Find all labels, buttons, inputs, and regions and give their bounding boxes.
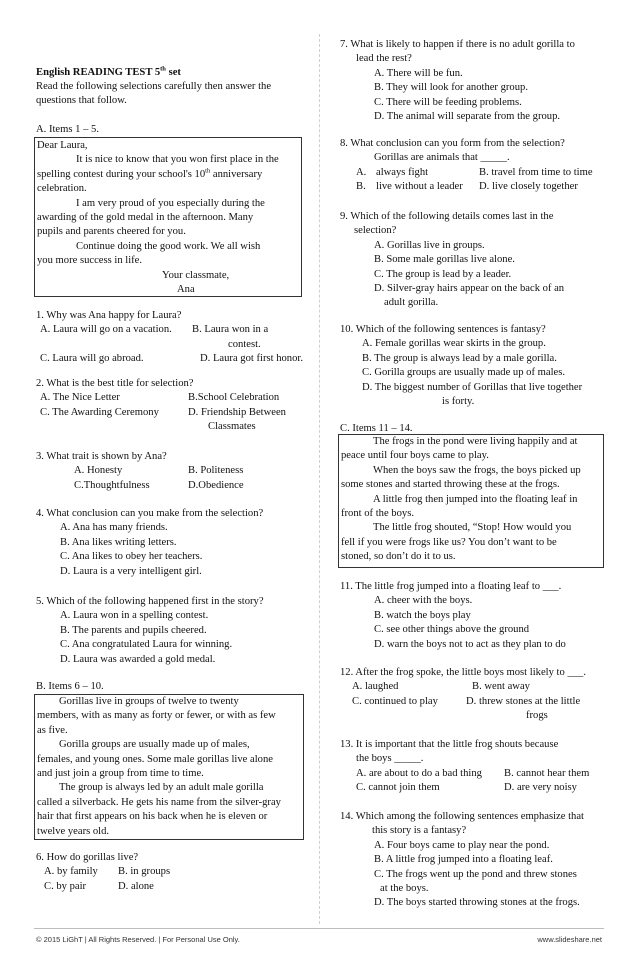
option-b[interactable]: B. A little frog jumped into a floating leaf. xyxy=(374,854,553,866)
footer-divider xyxy=(34,928,604,929)
question-14: 14. Which among the following sentences emphasize that this story is a fantasy? A. Four boys came to play near the pond. B. A little frog jumped into a floating leaf. C. The frogs went up the pond and threw stones at the boys. D. The boys started throwing stones at the frogs. xyxy=(340,810,612,911)
option-a[interactable]: A. cheer with the boys. xyxy=(374,595,473,607)
question-5: 5. Which of the following happened first in the story? A. Laura won in a spelling contest. B. The parents and pupils cheered. C. Ana congratulated Laura for winning. D. Laura was awarded a gold medal. xyxy=(36,595,306,667)
option-c[interactable]: C. see other things above the ground xyxy=(374,624,530,636)
option-d[interactable]: D. The animal will separate from the group. xyxy=(374,111,561,123)
option-c[interactable]: C. continued to play xyxy=(352,695,438,707)
option-c[interactable]: C.Thoughtfulness xyxy=(74,479,150,491)
question-7: 7. What is likely to happen if there is no adult gorilla to lead the rest? A. There will be fun. B. They will look for another group. C. There will be feeding problems. D. The animal will separate from the group. xyxy=(340,38,610,124)
option-a[interactable]: A. Laura won in a spelling contest. xyxy=(60,610,209,622)
question-10: 10. Which of the following sentences is fantasy? A. Female gorillas wear skirts in the group. B. The group is always lead by a male gorilla. C. Gorilla groups are usually made up of males. D. The biggest number of Gorillas that live together is forty. xyxy=(340,323,612,409)
option-d[interactable]: D. Silver-gray hairs appear on the back of an xyxy=(374,283,565,295)
question-1: 1. Why was Ana happy for Laura? A. Laura will go on a vacation. B. Laura won in a contest. C. Laura will go abroad. D. Laura got first honor. xyxy=(36,309,306,367)
question-4: 4. What conclusion can you make from the selection? A. Ana has many friends. B. Ana likes writing letters. C. Ana likes to obey her teachers. D. Laura is a very intelligent girl. xyxy=(36,507,306,579)
option-c[interactable]: C. Gorilla groups are usually made up of males. xyxy=(362,367,565,379)
question-6: 6. How do gorillas live? A. by family B. in groups C. by pair D. alone xyxy=(36,851,306,894)
option-b[interactable]: B. went away xyxy=(472,681,530,693)
question-13: 13. It is important that the little frog shouts because the boys _____. A. are about to do a bad thing B. cannot hear them C. cannot join them D. are very noisy xyxy=(340,738,612,796)
section-b-label: B. Items 6 – 10. xyxy=(36,681,104,692)
option-c[interactable]: C. The frogs went up the pond and threw stones xyxy=(374,868,577,880)
option-c[interactable]: C. Ana congratulated Laura for winning. xyxy=(60,639,233,651)
question-11: 11. The little frog jumped into a floating leaf to ___. A. cheer with the boys. B. watch the boys play C. see other things above the ground D. warn the boys not to act as they plan to do xyxy=(340,580,612,652)
option-a-b: A. always fight B. travel from time to time xyxy=(340,166,612,180)
letter-text: Dear Laura, It is nice to know that you won first place in the spelling contest during your school's 10th anniversary celebration. I am very proud of you especially during the awarding of the gold medal in the afternoon. Many pupils and parents cheered for you. Continue doing the good work. We all wish you more success in life. Your classmate, Ana xyxy=(37,140,279,296)
option-b[interactable]: B. They will look for another group. xyxy=(374,82,528,94)
option-a[interactable]: A. Female gorillas wear skirts in the group. xyxy=(362,338,546,350)
option-b[interactable]: B. The parents and pupils cheered. xyxy=(60,624,207,636)
option-d[interactable]: D. The boys started throwing stones at the frogs. xyxy=(374,897,580,909)
option-d[interactable]: D. threw stones at the little xyxy=(466,695,581,707)
option-b[interactable]: B. Ana likes writing letters. xyxy=(60,536,177,548)
option-c[interactable]: C. by pair xyxy=(44,880,87,892)
question-12: 12. After the frog spoke, the little boys most likely to ___. A. laughed B. went away C. continued to play D. threw stones at the little frogs xyxy=(340,667,586,722)
option-d[interactable]: D.Obedience xyxy=(188,479,244,491)
option-d[interactable]: D. Friendship Between xyxy=(188,406,286,418)
frog-passage-box: The frogs in the pond were living happily and at peace until four boys came to play. When the boys saw the frogs, the boys picked up some stones and started throwing these at the frogs. A little frog then jumped into the floating leaf in front of the boys. The little frog shouted, “Stop! How would you fell if you were frogs like us? You don’t want to be stoned, so don’t do it to us. xyxy=(338,434,604,568)
section-a-label: A. Items 1 – 5. xyxy=(36,124,99,135)
section-c-label: C. Items 11 – 14. xyxy=(340,423,413,434)
test-title: English READING TEST 5th set xyxy=(36,65,181,78)
option-d[interactable]: D. live closely together xyxy=(479,181,578,193)
option-b[interactable]: B. Politeness xyxy=(188,465,244,477)
option-c[interactable]: live without a leader xyxy=(376,181,463,193)
option-c[interactable]: C. There will be feeding problems. xyxy=(374,96,522,108)
option-b[interactable]: B.School Celebration xyxy=(188,392,280,404)
option-c[interactable]: C. The Awarding Ceremony xyxy=(40,406,159,418)
option-d[interactable]: D. Laura got first honor. xyxy=(200,353,303,365)
option-a[interactable]: A. by family xyxy=(44,866,98,878)
option-a[interactable]: A. Ana has many friends. xyxy=(60,522,168,534)
option-b[interactable]: B. cannot hear them xyxy=(504,767,590,779)
option-d[interactable]: D. are very noisy xyxy=(504,782,577,794)
option-a[interactable]: always fight xyxy=(376,166,429,178)
option-d[interactable]: D. alone xyxy=(118,880,154,892)
option-d[interactable]: D. Laura was awarded a gold medal. xyxy=(60,653,216,665)
question-2: 2. What is the best title for selection? A. The Nice Letter B.School Celebration C. The Awarding Ceremony D. Friendship Between Classmates xyxy=(36,378,286,433)
option-b[interactable]: B. Some male gorillas live alone. xyxy=(374,254,515,266)
question-3: 3. What trait is shown by Ana? A. Honesty B. Politeness C.Thoughtfulness D.Obedience xyxy=(36,450,306,493)
option-c-d: B. live without a leader D. live closely together xyxy=(340,180,612,194)
question-9: 9. Which of the following details comes last in the selection? A. Gorillas live in groups. B. Some male gorillas live alone. C. The group is lead by a leader. D. Silver-gray hairs appear on the back of an adult gorilla. xyxy=(340,210,612,311)
option-a[interactable]: A. are about to do a bad thing xyxy=(356,767,482,779)
option-b[interactable]: B. travel from time to time xyxy=(479,166,593,178)
option-a[interactable]: A. Gorillas live in groups. xyxy=(374,239,485,251)
option-b[interactable]: B. watch the boys play xyxy=(374,609,471,621)
option-c[interactable]: C. Ana likes to obey her teachers. xyxy=(60,551,203,563)
option-a[interactable]: A. Four boys came to play near the pond. xyxy=(374,839,550,851)
option-b[interactable]: B. Laura won in a xyxy=(192,324,269,336)
letter-box xyxy=(34,137,302,297)
option-b[interactable]: B. in groups xyxy=(118,866,171,878)
footer-site-link[interactable]: www.slideshare.net xyxy=(537,935,602,944)
option-c[interactable]: C. Laura will go abroad. xyxy=(40,353,144,365)
question-8: 8. What conclusion can you form from the selection? Gorillas are animals that _____. A. always fight B. travel from time to time B. live without a leader D. live closely together xyxy=(340,137,612,195)
gorilla-passage-box: Gorillas live in groups of twelve to twenty members, with as many as forty or fewer, or with as few as five. Gorilla groups are usually made up of males, females, and young ones. Some male gorillas live alone and just join a group from time to time. The group is always led by an adult male gorilla called a silverback. He gets his name from the silver-gray hair that first appears on his back when he is eleven or twelve years old. xyxy=(34,694,304,840)
instructions xyxy=(36,80,271,109)
option-d[interactable]: D. The biggest number of Gorillas that live together xyxy=(362,381,583,393)
footer-copyright: © 2015 LiGhT | All Rights Reserved. | For Personal Use Only. xyxy=(36,935,240,944)
option-a[interactable]: A. Laura will go on a vacation. xyxy=(40,324,172,336)
option-b[interactable]: B. The group is always lead by a male gorilla. xyxy=(362,352,557,364)
instructions-line: questions that follow. xyxy=(36,95,127,107)
option-a[interactable]: A. Honesty xyxy=(74,465,123,477)
option-c[interactable]: C. The group is lead by a leader. xyxy=(374,268,512,280)
option-a[interactable]: A. laughed xyxy=(352,681,399,693)
column-divider xyxy=(319,34,321,924)
option-d[interactable]: D. Laura is a very intelligent girl. xyxy=(60,565,202,577)
option-a[interactable]: A. The Nice Letter xyxy=(40,392,120,404)
option-d[interactable]: D. warn the boys not to act as they plan to do xyxy=(374,638,566,650)
option-a[interactable]: A. There will be fun. xyxy=(374,67,463,79)
option-c[interactable]: C. cannot join them xyxy=(356,782,440,794)
instructions-line: Read the following selections carefully then answer the xyxy=(36,81,272,92)
